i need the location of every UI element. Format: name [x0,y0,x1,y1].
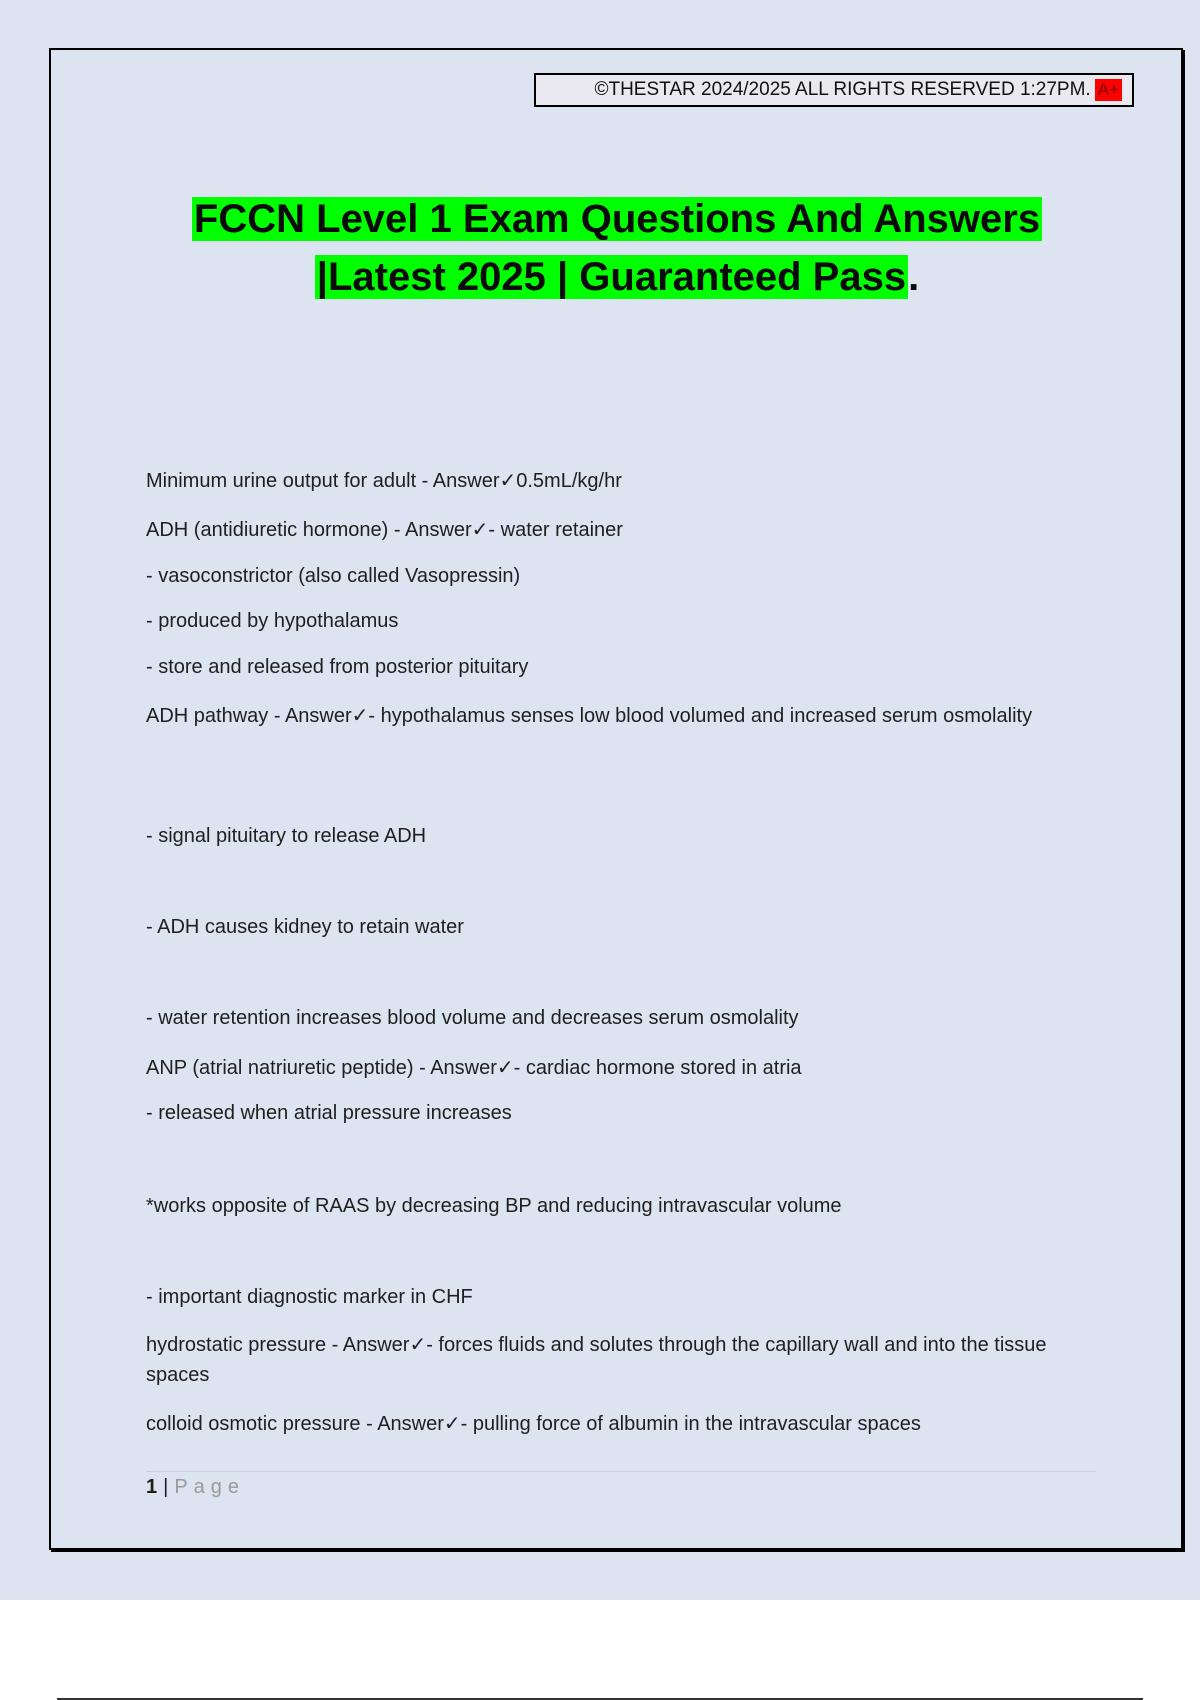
qa-line: hydrostatic pressure - Answer✓- forces fluids and solutes through the capillary wall and into the tissue spaces [146,1334,1047,1386]
qa-line: colloid osmotic pressure - Answer✓- pulling force of albumin in the intravascular spaces [146,1413,921,1435]
qa-line: - vasoconstrictor (also called Vasopressin) [146,565,521,587]
grade-badge: A+ [1095,79,1122,101]
qa-line: - ADH causes kidney to retain water [146,916,464,938]
page-label: Page [174,1476,246,1498]
copyright-text: ©THESTAR 2024/2025 ALL RIGHTS RESERVED 1:27PM. [594,79,1091,100]
qa-line: *works opposite of RAAS by decreasing BP and reducing intravascular volume [146,1195,842,1217]
qa-line: - produced by hypothalamus [146,610,399,632]
qa-line: - important diagnostic marker in CHF [146,1286,473,1308]
qa-line: ADH (antidiuretic hormone) - Answer✓- water retainer [146,519,623,541]
page-footer [146,1472,245,1502]
document-title [100,190,1134,306]
qa-line: ANP (atrial natriuretic peptide) - Answer✓- cardiac hormone stored in atria [146,1057,802,1079]
title-trailing-dot: . [908,255,920,299]
qa-line: - signal pituitary to release ADH [146,825,427,847]
title-line-1: FCCN Level 1 Exam Questions And Answers [193,197,1041,241]
page-number: 1 [146,1476,158,1498]
title-line-2: |Latest 2025 | Guaranteed Pass [316,255,907,299]
qa-line: - water retention increases blood volume and decreases serum osmolality [146,1007,799,1029]
footer-divider [146,1471,1096,1472]
qa-line: ADH pathway - Answer✓- hypothalamus senses low blood volumed and increased serum osmolality [146,705,1033,727]
qa-line: - store and released from posterior pituitary [146,656,529,678]
qa-line: - released when atrial pressure increases [146,1102,512,1124]
copyright-header [534,73,1134,107]
qa-line: Minimum urine output for adult - Answer✓0.5mL/kg/hr [146,470,622,492]
page-separator: | [163,1476,169,1498]
